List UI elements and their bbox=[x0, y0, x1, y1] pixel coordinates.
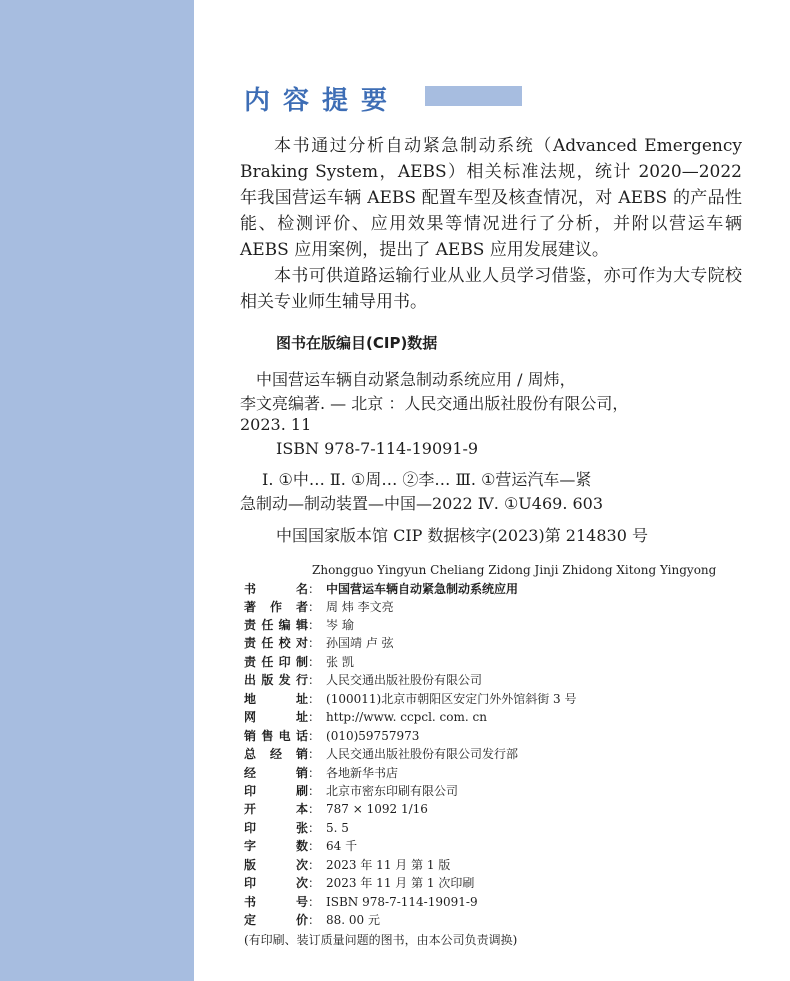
info-label: 字数 bbox=[244, 839, 308, 853]
cip-line-6: 急制动—制动装置—中国—2022 Ⅳ. ①U469. 603 bbox=[240, 494, 604, 513]
cip-record-number: 中国国家版本馆 CIP 数据核字(2023)第 214830 号 bbox=[276, 526, 648, 545]
info-value: 北京市密东印刷有限公司 bbox=[326, 784, 459, 798]
cip-line-2: 李文亮编著. — 北京 ：人民交通出版社股份有限公司， bbox=[240, 394, 629, 413]
heading-accent-bar bbox=[425, 86, 522, 106]
info-value: (100011)北京市朝阳区安定门外外馆斜街 3 号 bbox=[326, 692, 577, 706]
left-color-band bbox=[0, 0, 194, 981]
info-label: 责任校对 bbox=[244, 636, 308, 650]
info-label: 总经销 bbox=[244, 747, 308, 761]
info-row-isbn: 书号： ISBN 978-7-114-19091-9 bbox=[244, 895, 478, 909]
summary-text bbox=[240, 133, 742, 315]
info-label: 责任印制 bbox=[244, 655, 308, 669]
quality-note: (有印刷、装订质量问题的图书，由本公司负责调换) bbox=[244, 933, 518, 947]
info-row-printing-manager: 责任印制： 张 凯 bbox=[244, 655, 354, 669]
info-row-price: 定价： 88. 00 元 bbox=[244, 913, 380, 927]
info-label: 印刷 bbox=[244, 784, 308, 798]
info-label: 经销 bbox=[244, 766, 308, 780]
info-row-address: 地址： (100011)北京市朝阳区安定门外外馆斜街 3 号 bbox=[244, 692, 577, 706]
info-row-sheets: 印张： 5. 5 bbox=[244, 821, 349, 835]
info-value: 2023 年 11 月 第 1 次印刷 bbox=[326, 876, 475, 890]
info-value: 5. 5 bbox=[326, 821, 349, 835]
info-row-editor: 责任编辑： 岑 瑜 bbox=[244, 618, 354, 632]
info-value: 各地新华书店 bbox=[326, 766, 399, 780]
summary-heading: 内容提要 bbox=[244, 86, 401, 116]
info-value: (010)59757973 bbox=[326, 729, 420, 743]
info-label: 印张 bbox=[244, 821, 308, 835]
info-row-distributor: 总经销： 人民交通出版社股份有限公司发行部 bbox=[244, 747, 519, 761]
cip-isbn: ISBN 978-7-114-19091-9 bbox=[276, 439, 479, 458]
summary-paragraph-1: 本书通过分析自动紧急制动系统（Advanced Emergency Braking System，AEBS）相关标准法规，统计 2020—2022 年我国营运车辆 AEBS 配置车型及核查情况，对 AEBS 的产品性能、检测评价、应用效果等情况进行了分析，并附以营运车辆 AEBS 应用案例，提出了 AEBS 应用发展建议。 bbox=[240, 136, 742, 260]
info-row-sales-phone: 销售电话： (010)59757973 bbox=[244, 729, 420, 743]
info-label: 网址 bbox=[244, 710, 308, 724]
info-row-website: 网址： http://www. ccpcl. com. cn bbox=[244, 710, 487, 724]
info-label: 销售电话 bbox=[244, 729, 308, 743]
info-row-edition: 版次： 2023 年 11 月 第 1 版 bbox=[244, 858, 451, 872]
info-label: 印次 bbox=[244, 876, 308, 890]
info-value: 787 × 1092 1/16 bbox=[326, 802, 428, 816]
info-row-printer: 印刷： 北京市密东印刷有限公司 bbox=[244, 784, 459, 798]
cip-line-5: Ⅰ. ①中… Ⅱ. ①周… ②李… Ⅲ. ①营运汽车—紧 bbox=[262, 470, 592, 489]
info-value: http://www. ccpcl. com. cn bbox=[326, 710, 487, 724]
pinyin-title: Zhongguo Yingyun Cheliang Zidong Jinji Zhidong Xitong Yingyong bbox=[312, 563, 717, 577]
info-row-publisher: 出版发行： 人民交通出版社股份有限公司 bbox=[244, 673, 483, 687]
info-value: 张 凯 bbox=[326, 655, 354, 669]
info-label: 责任编辑 bbox=[244, 618, 308, 632]
info-label: 著作者 bbox=[244, 600, 308, 614]
info-label: 定价 bbox=[244, 913, 308, 927]
info-value: 2023 年 11 月 第 1 版 bbox=[326, 858, 451, 872]
info-label: 书名 bbox=[244, 582, 308, 596]
summary-paragraph-2: 本书可供道路运输行业从业人员学习借鉴，亦可作为大专院校相关专业师生辅导用书。 bbox=[240, 266, 742, 312]
info-row-format: 开本： 787 × 1092 1/16 bbox=[244, 802, 428, 816]
info-value: 人民交通出版社股份有限公司 bbox=[326, 673, 483, 687]
info-row-title: 书名： 中国营运车辆自动紧急制动系统应用 bbox=[244, 582, 519, 596]
info-row-word-count: 字数： 64 千 bbox=[244, 839, 358, 853]
cip-line-1: 中国营运车辆自动紧急制动系统应用 / 周炜， bbox=[256, 370, 576, 389]
info-value: 64 千 bbox=[326, 839, 358, 853]
info-value: 88. 00 元 bbox=[326, 913, 380, 927]
info-value: 中国营运车辆自动紧急制动系统应用 bbox=[326, 582, 519, 596]
info-value: 孙国靖 卢 弦 bbox=[326, 636, 394, 650]
cip-heading: 图书在版编目(CIP)数据 bbox=[276, 334, 438, 352]
info-value: 岑 瑜 bbox=[326, 618, 354, 632]
info-row-retailer: 经销： 各地新华书店 bbox=[244, 766, 399, 780]
info-label: 版次 bbox=[244, 858, 308, 872]
info-value: 人民交通出版社股份有限公司发行部 bbox=[326, 747, 519, 761]
info-label: 书号 bbox=[244, 895, 308, 909]
info-label: 出版发行 bbox=[244, 673, 308, 687]
info-row-proofreader: 责任校对： 孙国靖 卢 弦 bbox=[244, 636, 394, 650]
info-row-impression: 印次： 2023 年 11 月 第 1 次印刷 bbox=[244, 876, 475, 890]
info-value: ISBN 978-7-114-19091-9 bbox=[326, 895, 478, 909]
info-label: 地址 bbox=[244, 692, 308, 706]
info-row-author: 著作者： 周 炜 李文亮 bbox=[244, 600, 394, 614]
info-value: 周 炜 李文亮 bbox=[326, 600, 394, 614]
info-label: 开本 bbox=[244, 802, 308, 816]
cip-line-3: 2023. 11 bbox=[240, 415, 312, 434]
